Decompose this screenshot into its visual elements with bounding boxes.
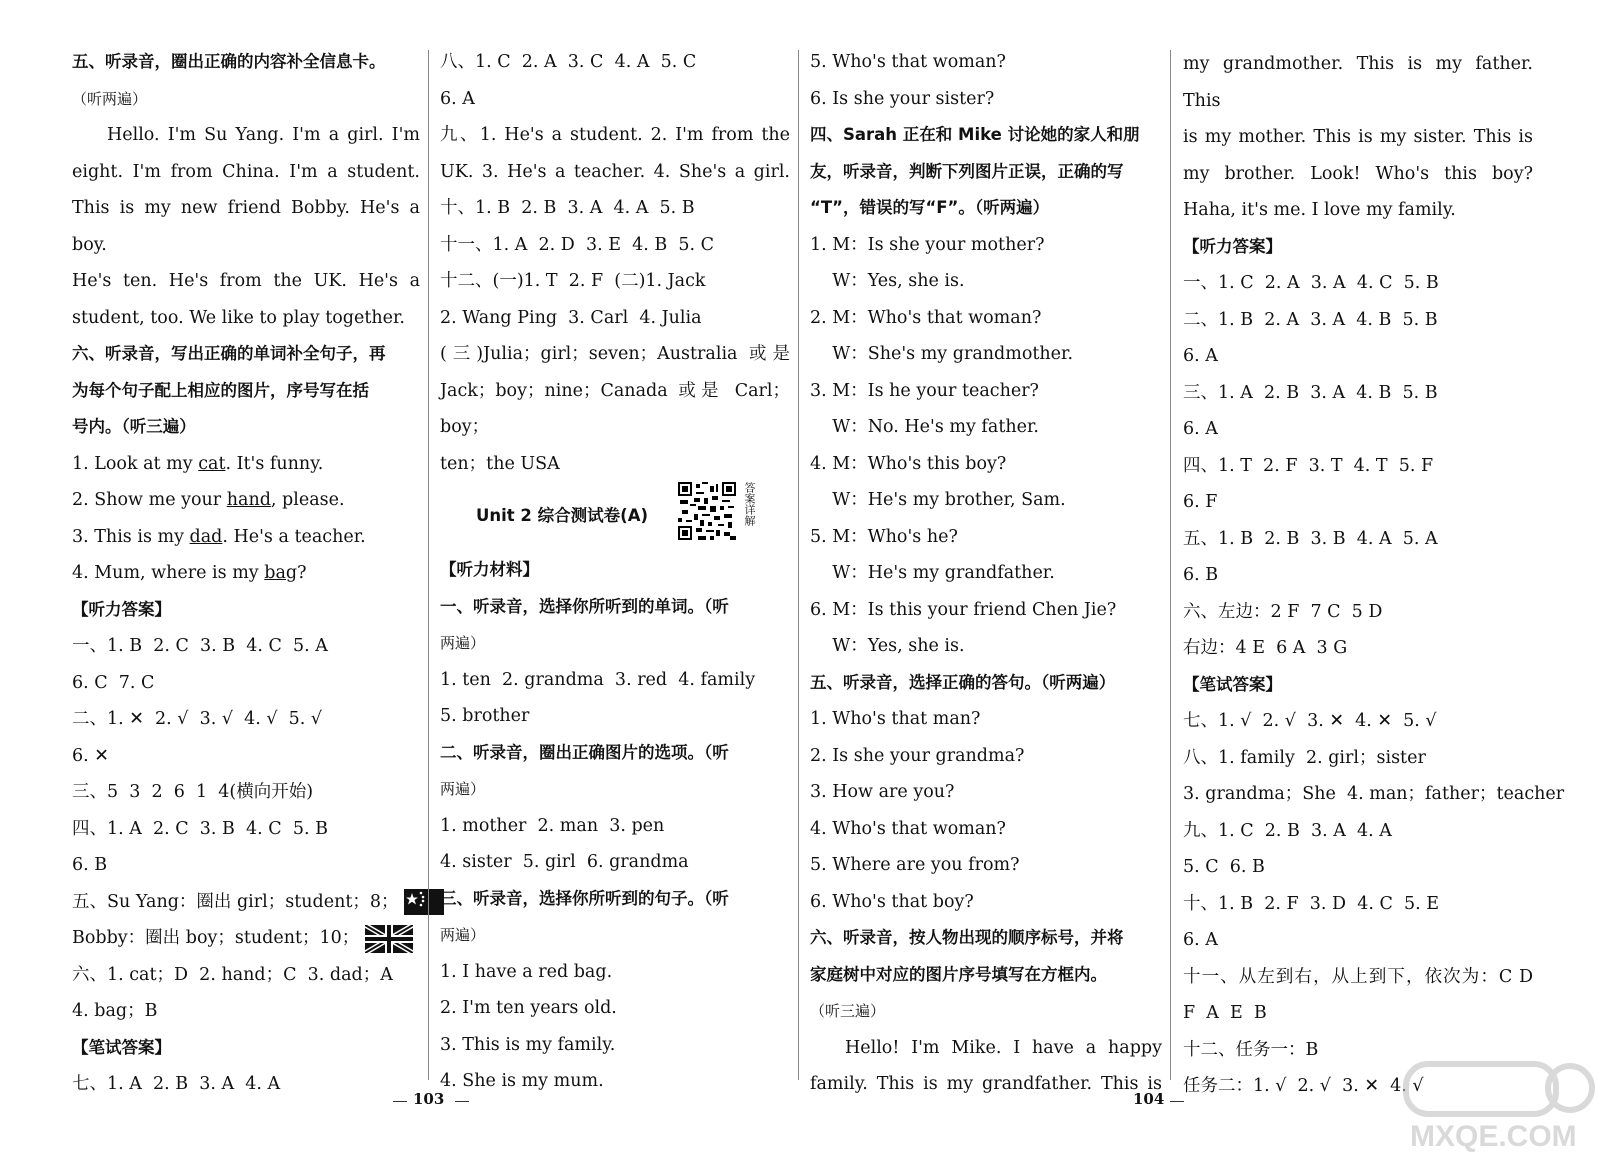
text-line-content: 五、听录音，圈出正确的内容补全信息卡。 [72, 52, 386, 71]
text-line-content: 八、1. C 2. A 3. C 4. A 5. C [440, 52, 697, 72]
text-line-content: W：No. He's my father. [810, 417, 1039, 437]
unit-title: Unit 2 综合测试卷(A) [476, 506, 649, 525]
text-line-content: 一、听录音，选择你所听到的单词。（听 [440, 596, 729, 616]
text-line-content: 七、1. √ 2. √ 3. ✕ 4. ✕ 5. √ [1183, 711, 1437, 731]
text-line-content: 任务二：1. √ 2. √ 3. ✕ 4. √ [1183, 1076, 1424, 1096]
page-number-dash [455, 1101, 469, 1102]
text-line-content: 五、听录音，选择正确的答句。（听两遍） [810, 672, 1116, 692]
qr-code-icon[interactable] [678, 482, 736, 540]
text-line-content: my brother. Look! Who's this boy? [1183, 163, 1533, 184]
text-line-content: 3. This is my dad. He's a teacher. [72, 526, 366, 547]
text-line [1183, 995, 1533, 1032]
text-line [810, 373, 1162, 410]
text-line-content: 2. M：Who's that woman? [810, 307, 1042, 328]
text-line-content: 【笔试答案】 [1183, 674, 1282, 694]
text-line-content: 4. M：Who's this boy? [810, 453, 1007, 474]
text-line-content: student, too. We like to play together. [72, 307, 405, 328]
text-line [440, 1027, 790, 1064]
text-line [440, 117, 790, 154]
text-line-content: 1. Look at my cat. It's funny. [72, 453, 324, 474]
text-line-content: 2. Is she your grandma? [810, 745, 1025, 766]
text-line-content: 二、听录音，圈出正确图片的选项。（听 [440, 742, 729, 762]
text-line-content: 四、1. T 2. F 3. T 4. T 5. F [1183, 455, 1434, 476]
text-line-content: 【听力答案】 [1183, 236, 1282, 256]
text-line-content: 4. bag；B [72, 1001, 158, 1021]
text-line [810, 263, 1162, 300]
page-number-left: 103 [413, 1090, 445, 1108]
text-line-content: 四、1. A 2. C 3. B 4. C 5. B [72, 818, 328, 839]
column-2-material [440, 552, 790, 1100]
text-line [810, 847, 1162, 884]
text-line [810, 336, 1162, 373]
text-line [440, 808, 790, 845]
text-line [810, 628, 1162, 665]
column-4 [1183, 46, 1565, 1105]
text-line [810, 446, 1162, 483]
text-line [810, 920, 1162, 957]
text-line [72, 993, 420, 1030]
text-line-content: 十、1. B 2. B 3. A 4. A 5. B [440, 198, 695, 218]
text-line-content: 5. Where are you from? [810, 855, 1020, 875]
text-line [810, 300, 1162, 337]
text-line [810, 409, 1162, 446]
text-line-content: 六、听录音，按人物出现的顺序标号，并将 [810, 928, 1124, 947]
text-line [72, 44, 420, 81]
text-line-content: 1. mother 2. man 3. pen [440, 815, 665, 836]
text-line-content: 十一、从左到右，从上到下，依次为：C D [1183, 966, 1533, 987]
column-divider [798, 50, 799, 1080]
text-line-content: 【听力答案】 [72, 599, 171, 619]
text-line-content: family. This is my grandfather. This is [810, 1074, 1162, 1094]
text-line-content: 号内。（听三遍） [72, 417, 196, 436]
text-line [440, 336, 790, 373]
text-line-content: 九、1. He's a student. 2. I'm from the [440, 125, 790, 145]
text-line [810, 774, 1162, 811]
text-line-content: 六、左边：2 F 7 C 5 D [1183, 601, 1383, 622]
text-line [72, 847, 420, 884]
text-line [1183, 192, 1533, 229]
text-line [1183, 302, 1533, 339]
text-line-content: W：He's my grandfather. [810, 563, 1055, 583]
text-line-content: 二、1. ✕ 2. √ 3. √ 4. √ 5. √ [72, 709, 323, 729]
text-line [440, 881, 790, 918]
text-line-content: 3. M：Is he your teacher? [810, 380, 1039, 401]
text-line [72, 592, 420, 629]
text-line [72, 555, 420, 592]
text-line-content: Haha, it's me. I love my family. [1183, 200, 1456, 220]
text-line [72, 957, 420, 994]
watermark-logo [1400, 1058, 1600, 1152]
text-line-content: 两遍） [440, 926, 486, 944]
column-1 [72, 44, 420, 1103]
text-line-content: 6. M：Is this your friend Chen Jie? [810, 599, 1117, 620]
text-line [1183, 703, 1533, 740]
column-2-answers [440, 44, 790, 482]
text-line [72, 628, 420, 665]
text-line-content: 十一、1. A 2. D 3. E 4. B 5. C [440, 234, 714, 255]
text-line-content: (三)Julia；girl；seven；Australia 或是 [440, 344, 790, 364]
text-line [1183, 338, 1533, 375]
text-line [72, 519, 420, 556]
text-line-content: 4. sister 5. girl 6. grandma [440, 852, 689, 872]
text-line-content: 【笔试答案】 [72, 1037, 171, 1057]
text-line [810, 482, 1162, 519]
text-line-content: （听两遍） [72, 89, 148, 108]
text-line [72, 300, 420, 337]
text-line-content: 5. M：Who's he? [810, 526, 958, 547]
text-line-content: 六、听录音，写出正确的单词补全句子，再 [72, 344, 386, 363]
text-line [810, 884, 1162, 921]
text-line-content: F A E B [1183, 1003, 1267, 1023]
text-line [440, 81, 790, 118]
text-line-content: 三、5 3 2 6 1 4(横向开始) [72, 782, 314, 802]
text-line-content: 为每个句子配上相应的图片，序号写在括 [72, 380, 369, 400]
text-line [72, 738, 420, 775]
text-line-content: my grandmother. This is my father. This [1183, 54, 1533, 111]
text-line-content: 3. grandma；She 4. man；father；teacher [1183, 784, 1565, 804]
text-line [440, 954, 790, 991]
text-line [440, 446, 790, 483]
text-line [1183, 265, 1533, 302]
column-3 [810, 44, 1162, 1103]
text-line-content: 6. B [72, 855, 108, 875]
text-line [1183, 849, 1533, 886]
text-line-content: Bobby：圈出 boy；student；10； [72, 928, 360, 948]
text-line [440, 844, 790, 881]
text-line-content: 三、1. A 2. B 3. A 4. B 5. B [1183, 382, 1438, 403]
text-line-content: 右边：4 E 6 A 3 G [1183, 638, 1348, 658]
text-line-content: W：Yes, she is. [810, 636, 965, 656]
text-line [1183, 630, 1533, 667]
text-line [440, 735, 790, 772]
text-line-content: 5. C 6. B [1183, 857, 1265, 877]
text-line-content: eight. I'm from China. I'm a student. [72, 161, 420, 182]
text-line-content: 1. Who's that man? [810, 709, 981, 729]
text-line [810, 227, 1162, 264]
text-line [1183, 813, 1533, 850]
text-line [810, 190, 1162, 227]
text-line [72, 336, 420, 373]
text-line-content: 十、1. B 2. F 3. D 4. C 5. E [1183, 893, 1439, 914]
page-number-right: 104 [1133, 1090, 1165, 1108]
text-line-content: 2. Wang Ping 3. Carl 4. Julia [440, 307, 702, 328]
text-line [1183, 740, 1533, 777]
text-line [1183, 922, 1533, 959]
page-number-dash [1170, 1101, 1184, 1102]
text-line-content: 三、听录音，选择你所听到的句子。（听 [440, 888, 729, 908]
text-line-content: 二、1. B 2. A 3. A 4. B 5. B [1183, 309, 1438, 330]
text-line-content: 6. F [1183, 492, 1218, 512]
text-line [72, 774, 420, 811]
text-line-content: 6. A [1183, 930, 1218, 950]
text-line [810, 665, 1162, 702]
unit-title-block [440, 482, 790, 552]
text-line [440, 698, 790, 735]
text-line-content: UK. 3. He's a teacher. 4. She's a girl. [440, 161, 790, 182]
text-line [810, 44, 1162, 81]
text-line [72, 482, 420, 519]
text-line-content: 6. Is she your sister? [810, 88, 995, 109]
text-line-content: （听三遍） [810, 1002, 886, 1020]
text-line [440, 990, 790, 1027]
text-line [72, 409, 420, 446]
text-line-content: 五、1. B 2. B 3. B 4. A 5. A [1183, 528, 1438, 549]
column-divider [428, 50, 429, 1080]
text-line [440, 373, 790, 446]
text-line-content: ten；the USA [440, 453, 560, 474]
text-line-content: 一、1. C 2. A 3. A 4. C 5. B [1183, 273, 1439, 293]
text-line [72, 263, 420, 300]
text-line [810, 1066, 1162, 1103]
text-line-content: “T”，错误的写“F”。（听两遍） [810, 198, 1050, 217]
text-line-content: is my mother. This is my sister. This is [1183, 127, 1533, 147]
text-line-content: 五、Su Yang：圈出 girl；student；8； [72, 891, 399, 912]
text-line [440, 154, 790, 191]
text-line-content: 2. Show me your hand, please. [72, 490, 345, 510]
text-line-content: 【听力材料】 [440, 560, 539, 579]
text-line [440, 227, 790, 264]
text-line [72, 1030, 420, 1067]
text-line [1183, 594, 1533, 631]
qr-side-label: 答案详解 [743, 482, 756, 526]
text-line [440, 625, 790, 662]
text-line [440, 771, 790, 808]
text-line-content: 八、1. family 2. girl；sister [1183, 747, 1426, 768]
text-line-content: 3. This is my family. [440, 1034, 616, 1055]
text-line-content: 5. Who's that woman? [810, 52, 1006, 72]
text-line-content: 6. B [1183, 565, 1219, 585]
text-line [72, 884, 420, 921]
text-line [1183, 484, 1533, 521]
text-line-content: 四、Sarah 正在和 Mike 讨论她的家人和朋 [810, 125, 1140, 144]
text-line [1183, 229, 1533, 266]
text-line-content: 十二、(一)1. T 2. F (二)1. Jack [440, 271, 706, 291]
text-line [440, 263, 790, 300]
text-line-content: 6. ✕ [72, 745, 109, 766]
text-line-content: Hello. I'm Su Yang. I'm a girl. I'm [107, 125, 420, 145]
text-line-content: 六、1. cat；D 2. hand；C 3. dad；A [72, 964, 393, 985]
text-line-content: 1. I have a red bag. [440, 961, 613, 982]
text-line [72, 373, 420, 410]
text-line [1183, 667, 1533, 704]
text-line [810, 701, 1162, 738]
text-line [440, 589, 790, 626]
text-line-content: 2. I'm ten years old. [440, 998, 617, 1018]
text-line [1183, 119, 1533, 156]
column-divider [1170, 50, 1171, 1080]
text-line [440, 1063, 790, 1100]
text-line-content: 4. She is my mum. [440, 1071, 604, 1091]
text-line-content: Hello! I'm Mike. I have a happy [845, 1037, 1162, 1058]
text-line-content: This is my new friend Bobby. He's a boy. [72, 198, 420, 255]
text-line-content: 5. brother [440, 706, 530, 726]
text-line [1183, 521, 1533, 558]
text-line [810, 555, 1162, 592]
text-line [810, 811, 1162, 848]
page-number-dash [393, 1101, 407, 1102]
text-line [440, 662, 790, 699]
text-line [1183, 46, 1533, 119]
uk-flag-icon [365, 925, 413, 953]
text-line-content: 七、1. A 2. B 3. A 4. A [72, 1074, 281, 1094]
text-line-content: W：She's my grandmother. [810, 344, 1074, 364]
text-line-content: W：Yes, she is. [810, 271, 965, 291]
text-line [810, 154, 1162, 191]
text-line-content: W：He's my brother, Sam. [810, 490, 1066, 510]
text-line [1183, 886, 1533, 923]
text-line [810, 117, 1162, 154]
text-line [72, 81, 420, 118]
watermark-text: MXQE.COM [1410, 1120, 1577, 1152]
text-line-content: 1. ten 2. grandma 3. red 4. family [440, 669, 756, 690]
text-line-content: 6. A [440, 88, 475, 109]
text-line-content: 1. M：Is she your mother? [810, 234, 1045, 255]
column-2 [440, 44, 790, 1100]
text-line [810, 738, 1162, 775]
text-line-content: 6. C 7. C [72, 672, 155, 693]
text-line [1183, 959, 1533, 996]
text-line [810, 519, 1162, 556]
text-line [1183, 448, 1533, 485]
china-flag-icon [404, 889, 444, 915]
text-line [1183, 156, 1533, 193]
text-line-content: 6. Who's that boy? [810, 891, 974, 912]
text-line [440, 190, 790, 227]
text-line [440, 552, 790, 589]
text-line [72, 701, 420, 738]
text-line [72, 190, 420, 263]
text-line-content: 6. A [1183, 346, 1218, 366]
text-line [810, 993, 1162, 1030]
text-line [810, 957, 1162, 994]
text-line-content: 友，听录音，判断下列图片正误，正确的写 [810, 161, 1124, 181]
text-line-content: 3. How are you? [810, 782, 955, 802]
text-line [1183, 557, 1533, 594]
text-line-content: 九、1. C 2. B 3. A 4. A [1183, 820, 1392, 841]
text-line [810, 1030, 1162, 1067]
text-line [1183, 375, 1533, 412]
text-line-content: He's ten. He's from the UK. He's a [72, 271, 420, 291]
text-line [440, 300, 790, 337]
text-line [72, 446, 420, 483]
text-line-content: 两遍） [440, 780, 486, 798]
text-line-content: 家庭树中对应的图片序号填写在方框内。 [810, 964, 1107, 984]
text-line [72, 154, 420, 191]
text-line [72, 920, 420, 957]
text-line-content: 两遍） [440, 634, 486, 652]
text-line [72, 811, 420, 848]
text-line [810, 81, 1162, 118]
text-line [1183, 776, 1565, 813]
text-line-content: 4. Who's that woman? [810, 818, 1006, 839]
text-line [72, 117, 420, 154]
text-line [440, 44, 790, 81]
text-line-content: 十二、任务一：B [1183, 1039, 1319, 1060]
text-line-content: 4. Mum, where is my bag? [72, 563, 307, 583]
text-line [440, 917, 790, 954]
text-line [810, 592, 1162, 629]
text-line [72, 1066, 420, 1103]
text-line-content: 6. A [1183, 419, 1218, 439]
text-line-content: Jack；boy；nine；Canada 或是 Carl；boy； [440, 380, 790, 437]
text-line [1183, 411, 1533, 448]
text-line [72, 665, 420, 702]
text-line-content: 一、1. B 2. C 3. B 4. C 5. A [72, 636, 328, 656]
